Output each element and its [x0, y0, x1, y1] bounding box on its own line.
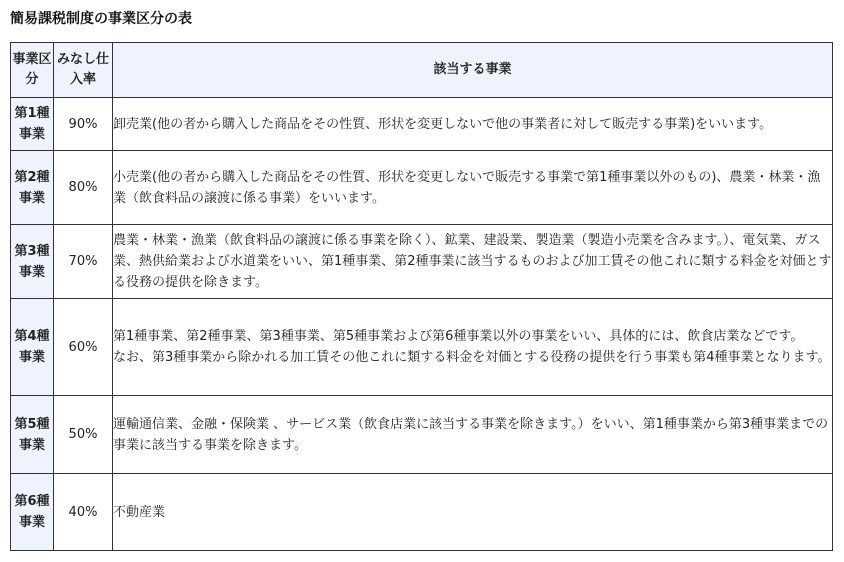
category-cell: 第1種事業: [11, 98, 54, 151]
category-cell: 第6種事業: [11, 474, 54, 551]
description-cell: [113, 474, 833, 551]
table-row: [11, 151, 833, 225]
rate-cell: 90%: [54, 98, 113, 151]
rate-cell: 70%: [54, 225, 113, 299]
description-text: 第1種事業、第2種事業、第3種事業、第5種事業および第6種事業以外の事業をいい、具体的には、飲食店業などです。: [113, 329, 804, 344]
rate-cell: 40%: [54, 474, 113, 551]
category-cell: 第2種事業: [11, 151, 54, 225]
description-cell: [113, 225, 833, 299]
page-title: 簡易課税制度の事業区分の表: [10, 11, 192, 27]
description-cell: [113, 98, 833, 151]
table-header-row: [11, 43, 833, 98]
header-applicable-business: 該当する事業: [113, 43, 833, 98]
description-text: 農業・林業・漁業（飲食料品の譲渡に係る事業を除く）、鉱業、建設業、製造業（製造小売業を含みます。）、電気業、ガス業、熱供給業および水道業をいい、第1種事業、第2種事業に該当するものおよび加工賃その他これに類する料金を対価とする役務の提供を除きます。: [113, 233, 832, 290]
description-cell: [113, 299, 833, 396]
business-category-table: [10, 42, 833, 551]
category-cell: 第5種事業: [11, 396, 54, 474]
table-row: [11, 396, 833, 474]
header-category: 事業区分: [11, 43, 54, 98]
description-cell: [113, 396, 833, 474]
rate-cell: 60%: [54, 299, 113, 396]
description-text: 卸売業(他の者から購入した商品をその性質、形状を変更しないで他の事業者に対して販売する事業)をいいます。: [113, 116, 773, 132]
table-row: [11, 299, 833, 396]
description-text: 不動産業: [113, 504, 166, 520]
table-row: [11, 98, 833, 151]
header-deemed-purchase-rate: みなし仕入率: [54, 43, 113, 98]
table-row: [11, 474, 833, 551]
rate-cell: 80%: [54, 151, 113, 225]
rate-cell: 50%: [54, 396, 113, 474]
table-row: [11, 225, 833, 299]
description-cell: [113, 151, 833, 225]
description-note: なお、第3種事業から除かれる加工賃その他これに類する料金を対価とする役務の提供を行う事業も第4種事業となります。: [113, 350, 831, 365]
category-cell: 第4種事業: [11, 299, 54, 396]
description-text: 運輸通信業、金融・保険業 、サービス業（飲食店業に該当する事業を除きます。）をいい、第1種事業から第3種事業までの事業に該当する事業を除きます。: [113, 416, 829, 453]
description-text: 小売業(他の者から購入した商品をその性質、形状を変更しないで販売する事業で第1種事業以外のもの)、農業・林業・漁業（飲食料品の譲渡に係る事業）をいいます。: [113, 169, 821, 206]
category-cell: 第3種事業: [11, 225, 54, 299]
